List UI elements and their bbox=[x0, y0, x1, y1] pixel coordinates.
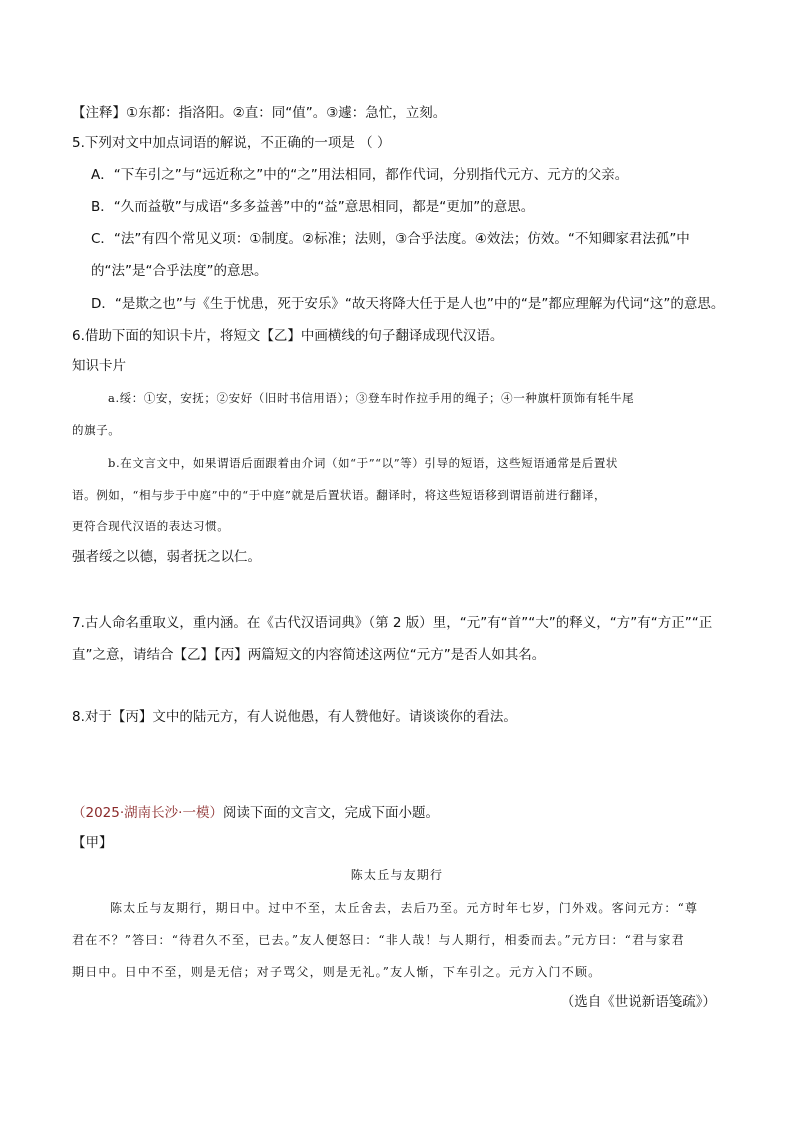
annotation-note: 【注释】①东都：指洛阳。②直：同“值”。③遽：急忙，立刻。 bbox=[72, 105, 447, 121]
section-instruction-row bbox=[72, 804, 439, 822]
passage-line-2: 君在不？”答曰：“待君久不至，已去。”友人便怒曰：“非人哉！与人期行，相委而去。”元方曰：“君与家君 bbox=[72, 933, 685, 947]
part-label: 【甲】 bbox=[72, 835, 113, 851]
knowledge-card-item-b: b.在文言文中，如果谓语后面跟着由介词（如“于”“以”等）引导的短语，这些短语通常是后置状 bbox=[108, 456, 619, 470]
question-6-stem: 6.借助下面的知识卡片，将短文【乙】中画横线的句子翻译成现代汉语。 bbox=[72, 328, 504, 344]
passage-line-3: 期日中。日中不至，则是无信；对子骂父，则是无礼。”友人惭，下车引之。元方入门不顾。 bbox=[72, 965, 602, 979]
source-tag: （2025·湖南长沙·一模） bbox=[72, 805, 223, 821]
question-7-line-1: 7.古人命名重取义，重内涵。在《古代汉语词典》（第 2 版）里，“元”有“首”“大”的释义，“方”有“方正”“正 bbox=[72, 615, 713, 631]
question-5-option-c: C．“法”有四个常见义项：①制度。②标准；法则，③合乎法度。④效法；仿效。“不知卿家君法孤”中 bbox=[91, 231, 690, 247]
question-7-line-2: 直”之意，请结合【乙】【丙】两篇短文的内容简述这两位“元方”是否人如其名。 bbox=[72, 647, 546, 663]
question-5-option-c-continued: 的“法”是“合乎法度”的意思。 bbox=[91, 263, 268, 279]
passage-title: 陈太丘与友期行 bbox=[350, 868, 444, 882]
knowledge-card-item-b-continued-1: 语。例如，“相与步于中庭”中的“于中庭”就是后置状语。翻译时，将这些短语移到谓语前进行翻译， bbox=[72, 488, 607, 502]
section-instruction: 阅读下面的文言文，完成下面小题。 bbox=[222, 805, 439, 821]
question-5-option-b: B．“久而益敬”与成语“多多益善”中的“益”意思相同，都是“更加”的意思。 bbox=[91, 199, 535, 215]
question-5-option-d: D．“是欺之也”与《生于忧患，死于安乐》“故天将降大任于是人也”中的“是”都应理解为代词“这”的意思。 bbox=[91, 296, 725, 312]
question-6-sentence: 强者绥之以德，弱者抚之以仁。 bbox=[72, 549, 261, 565]
question-5-option-a: A．“下车引之”与“远近称之”中的“之”用法相同，都作代词，分别指代元方、元方的父亲。 bbox=[91, 167, 629, 183]
knowledge-card-item-b-continued-2: 更符合现代汉语的表达习惯。 bbox=[72, 519, 230, 533]
knowledge-card-item-a-continued: 的旗子。 bbox=[72, 423, 121, 437]
passage-line-1: 陈太丘与友期行，期日中。过中不至，太丘舍去，去后乃至。元方时年七岁，门外戏。客问元方：“尊 bbox=[110, 901, 699, 915]
question-8: 8.对于【丙】文中的陆元方，有人说他愚，有人赞他好。请谈谈你的看法。 bbox=[72, 709, 517, 725]
knowledge-card-title: 知识卡片 bbox=[72, 358, 126, 374]
question-5-stem: 5.下列对文中加点词语的解说，不正确的一项是 （ ） bbox=[72, 135, 391, 151]
passage-source: （选自《世说新语笺疏》） bbox=[560, 994, 716, 1010]
knowledge-card-item-a: a.绥：①安，安抚；②安好（旧时书信用语）；③登车时作拉手用的绳子；④一种旗杆顶饰有牦牛尾 bbox=[108, 391, 635, 405]
